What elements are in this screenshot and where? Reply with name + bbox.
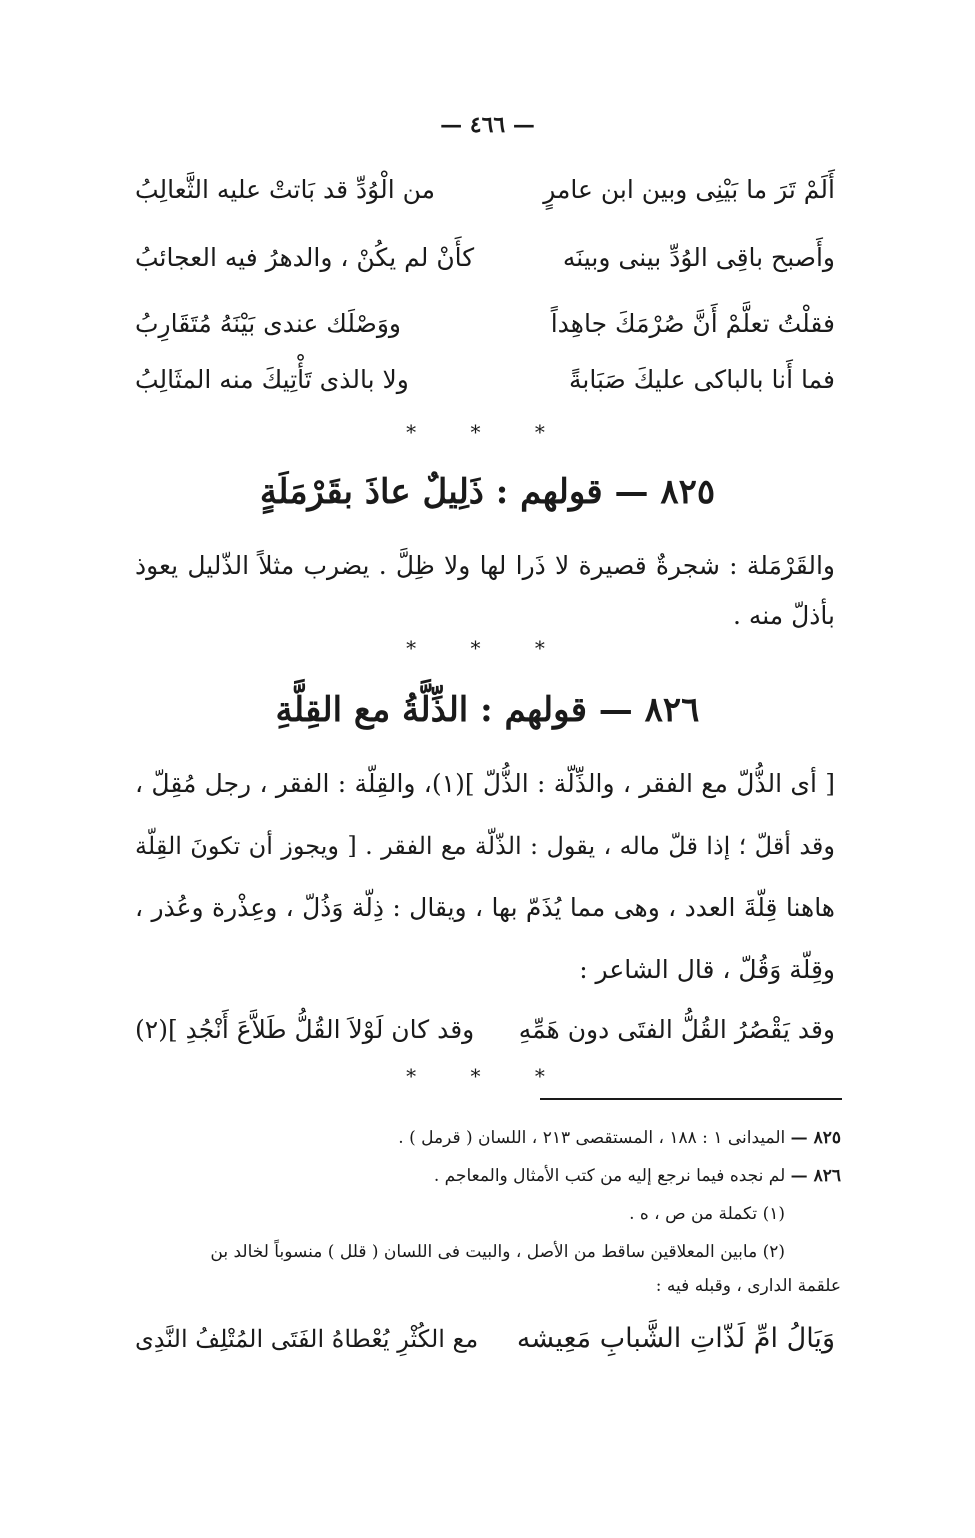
entry-825-line: بأذلّ منه . <box>732 601 835 630</box>
poem-verse <box>135 304 835 344</box>
entry-826-line: وقد أقلّ ؛ إذا قلّ ماله ، يقول : الذّلّة مع الفقر . [ ويجوز أن تكونَ القِلّة <box>135 832 835 860</box>
footnote-note-2-continued: علقمة الدارى ، وقبله فيه : <box>655 1276 841 1296</box>
footnote-number: ٨٢٥ — <box>790 1128 841 1148</box>
poem-verse <box>135 360 835 400</box>
section-separator: * * * <box>406 420 569 444</box>
footnote-note-2: (٢) مابين المعلاقين ساقط من الأصل ، والبيت فى اللسان ( قلل ) منسوباً لخالد بن <box>210 1242 785 1262</box>
verse-second-hemistich: وقد كان لَوْلاَ القُلُّ طَلاَّعَ أَنْجُدِ ](٢) <box>135 1015 475 1044</box>
verse-first-hemistich: فما أَنا بالباكى عليكَ صَبَابةً <box>569 365 835 394</box>
entry-825-line: والقَرْمَلة : شجرةٌ قصيرة لا ذَرا لها ولا ظِلَّ . يضرب مثلاً الذّليل يعوذ <box>135 551 835 580</box>
entry-826-verse <box>135 1010 835 1050</box>
entry-825-heading: ٨٢٥ — قولهم : ذَلِيلٌ عاذَ بقَرْمَلَةٍ <box>259 472 716 512</box>
verse-second-hemistich: ولا بالذى تَأْتِيكَ منه المثَالِبُ <box>135 365 409 394</box>
poem-verse <box>135 170 835 210</box>
verse-first-hemistich: فقلْتُ تعلَّمْ أَنَّ صُرْمَكَ جاهِداً <box>550 309 835 338</box>
page-number: — ٤٦٦ — <box>440 112 535 138</box>
footnote-number: ٨٢٦ — <box>790 1166 841 1186</box>
verse-first-hemistich: أَلَمْ تَرَ ما بَيْنِى وبين ابن عامرٍ <box>543 175 835 204</box>
footnote-verse <box>135 1318 835 1360</box>
verse-second-hemistich: كأَنْ لم يكُنْ ، والدهرُ فيه العجائبُ <box>135 243 475 272</box>
footnote-divider <box>540 1098 842 1100</box>
verse-first-hemistich: وَيَالُ امِّ لَذّاتِ الشَّبابِ مَعِيشه <box>516 1323 835 1354</box>
footnote-note-1: (١) تكملة من ص ، ه . <box>629 1204 785 1224</box>
footnote-text: الميدانى ١ : ١٨٨ ، المستقصى ٢١٣ ، اللسان ( قرمل ) . <box>398 1128 786 1148</box>
entry-826-line: [ أى الذُّلّ مع الفقر ، والذِّلّة : الذُّلّ ](١)، والقِلّة : الفقر ، رجل مُقِلّ ، <box>135 769 835 798</box>
footnote-825 <box>135 1124 841 1152</box>
verse-first-hemistich: وقد يَقْصُرُ القُلُّ الفتَى دون هَمِّهِ <box>518 1015 835 1044</box>
entry-826-heading: ٨٢٦ — قولهم : الذِّلَّةُ مع القِلَّةِ <box>275 690 700 730</box>
entry-826-line: هاهنا قِلّةَ العدد ، وهى مما يُذَمّ بها ، ويقال : ذِلّة وَذُلّ ، وعِذْرة وعُذر ، <box>135 893 835 922</box>
verse-second-hemistich: مع الكُثْرِ يُعْطاهُ الفَتَى المُتْلِفُ النَّدِى <box>135 1325 479 1353</box>
verse-first-hemistich: وأَصبح باقِى الوُدِّ بينى وبينَه <box>562 243 835 272</box>
footnote-826 <box>135 1162 841 1190</box>
footnote-text: لم نجده فيما نرجع إليه من كتب الأمثال والمعاجم . <box>433 1166 786 1186</box>
verse-second-hemistich: من الْوُدِّ قد بَاتتْ عليه الثَّعالِبُ <box>135 175 436 204</box>
section-separator: * * * <box>406 636 569 660</box>
verse-second-hemistich: ووَصْلَك عندى بَيْنَهُ مُتَقَارِبُ <box>135 309 401 338</box>
entry-826-line: وقِلّة وَقُلّ ، قال الشاعر : <box>579 955 835 984</box>
section-separator: * * * <box>406 1064 569 1088</box>
poem-verse <box>135 238 835 278</box>
